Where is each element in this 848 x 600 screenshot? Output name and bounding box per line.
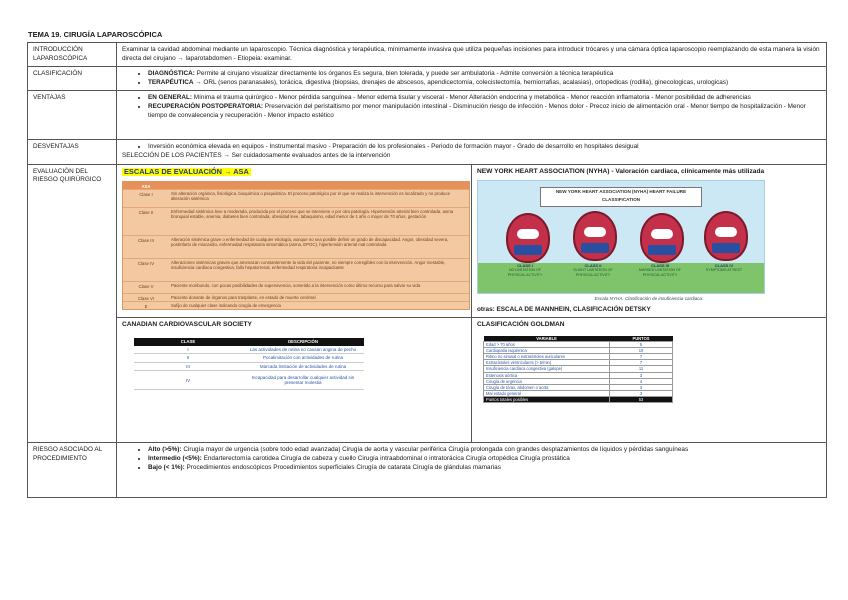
goldman-table: VARIABLE PUNTOS Edad > 70 años 5 Cardiopatía isquémica 10 Ritmo no sinusal o extrasístoles auriculares 7 Extrasístoles ventriculares (> 5/min) 7 Insuficiencia cardíaca congestiva (galope) 11 Estenosis aórtica 3 Cirugía de urgencia 4 Cirugía de tórax, abdomen o aorta 3 Mal estado general 3 Puntos totales posibles 53: [483, 336, 673, 403]
table-row: I Las actividades de rutina no causan angina de pecho: [134, 346, 364, 354]
table-row: Clase VI Paciente donante de órganos para trasplante, en estado de muerte cerebral: [123, 294, 469, 302]
list-item: • EN GENERAL: Mínima el trauma quirúrgico - Menor pérdida sanguínea - Menor edema tisular y visceral - Menor Alteración endocrina y metabólica - Menor reacción inflamatoria - Menor posibilidad de adherencias: [148, 94, 821, 103]
table-row: Cirugía de urgencia 4: [484, 378, 673, 384]
asa-heading: ESCALAS DE EVALUACIÓN → ASA: [124, 166, 249, 176]
table-row: Clase III Alteración sistémica grave o enfermedad de cualquier etiología, aunque no sea posible definir un grado de discapacidad. Angor, obesidad severa, postinfarto de miocardio, enfermedad respiratoria sintomática (asma, EPOC), hipertensión arterial mal controlada: [123, 236, 469, 259]
list-desventajas: [122, 143, 821, 152]
heart-icon: [640, 213, 684, 263]
table-row: III Marcada limitación de actividades de rutina: [134, 362, 364, 371]
nyha-caption: Escala NYHA. Clasificación de insuficiencia cardiaca.: [594, 296, 704, 302]
table-row: Insuficiencia cardíaca congestiva (galope) 11: [484, 366, 673, 372]
row-introduccion: [28, 43, 827, 67]
table-row: Cardiopatía isquémica 10: [484, 348, 673, 354]
nyha-illustration: [477, 180, 765, 294]
table-row: Puntos totales posibles 53: [484, 396, 673, 402]
nyha-stage: CLASS II SLIGHT LIMITATION OF PHYSICAL ACTIVITY: [573, 263, 613, 277]
list-clasificacion: [122, 70, 821, 87]
table-row: Mal estado general 3: [484, 390, 673, 396]
table-row: Clase I Sin alteración orgánica, fisiológica, bioquímica o psiquiátrica. El proceso patológico por el que se realiza la intervención es localizado y no produce alteración sistémica: [123, 190, 469, 208]
heart-icon: [573, 211, 617, 261]
nyha-stage: CLASS III MARKED LIMITATION OF PHYSICAL ACTIVITY: [639, 263, 681, 277]
row-evaluacion: [28, 164, 827, 318]
list-item: • Intermedio (<5%): Endarterectomía carotidea Cirugía de cabeza y cuello Cirugía intraabdominal o intratorácica Cirugía ortopédica Cirugía prostática: [148, 455, 821, 464]
list-item: • DIAGNÓSTICA: Permite al cirujano visualizar directamente los órganos Es segura, bien tolerada, y puede ser ambulatoria - Admite conversión a técnica terapéutica: [148, 70, 821, 79]
row-ccs-goldman: [28, 318, 827, 443]
document-title: TEMA 19. CIRUGÍA LAPAROSCÓPICA: [28, 30, 163, 39]
goldman-title: CLASIFICACIÓN GOLDMAN: [477, 321, 565, 329]
label-desventajas: DESVENTAJAS: [28, 140, 117, 164]
list-item: • Inversión económica elevada en equipos - Instrumental masivo - Preparación de los profesionales - Periodo de formación mayor - Grado de desarrollo en hospitales desigual: [148, 143, 821, 152]
table-row: E Sufijo de cualquier clase indicando cirugía de emergencia: [144, 303, 281, 310]
label-introduccion: INTRODUCCIÓN LAPAROSCÓPICA: [28, 43, 117, 67]
label-clasificacion: CLASIFICACIÓN: [28, 67, 117, 91]
ccs-title: CANADIAN CARDIOVASCULAR SOCIETY: [122, 321, 252, 329]
table-row: Clase IV Alteraciones sistémicas graves que amenazan constantemente la vida del paciente, no siempre corregibles con la intervención. Angor inestable, insuficiencia cardíaca congestiva, fallo hepatorrenal, enfermedad respiratoria incapacitante: [123, 259, 469, 282]
label-evaluacion: EVALUACIÓN DEL RIESGO QUIRÚRGICO: [28, 164, 117, 443]
table-row: Ritmo no sinusal o extrasístoles auriculares 7: [484, 354, 673, 360]
text-introduccion: Examinar la cavidad abdominal mediante un laparoscopio. Técnica diagnóstica y terapéutica, mínimamente invasiva que utiliza pequeñas incisiones para introducir trócares y una cámara óptica laparoscopio reemplazando de esta manera la visión directa del cirujano → laparotabdomen - Etiopeia: examinar.: [117, 43, 827, 67]
list-item: • Alto (>5%): Cirugía mayor de urgencia (sobre todo edad avanzada) Cirugía de aorta y vascular periférica Cirugía prolongada con grandes desplazamientos de líquidos y pérdidas sanguíneas: [148, 446, 821, 455]
seleccion-pacientes: SELECCIÓN DE LOS PACIENTES → Ser cuidadosamente evaluados antes de la intervención: [122, 151, 391, 159]
list-riesgo: [122, 446, 821, 472]
nyha-stage: CLASS IV SYMPTOMS AT REST: [705, 263, 743, 273]
nyha-heading: NEW YORK HEART ASSOCIATION (NYHA) - Valoración cardiaca, clínicamente más utilizada: [477, 167, 765, 175]
summary-table: [27, 42, 827, 498]
table-row: Cirugía de tórax, abdomen o aorta 3: [484, 384, 673, 390]
table-row: Clase II Enfermedad sistémica leve a moderada, producida por el proceso que se interviene o por otra patología. Hipertensión arterial bien controlada, asma bronquial estable, anemia, diabetes bien controlada, obesidad leve, tabaquismo, edad menor de 1 año o mayor de 70 años, gestación: [123, 208, 469, 236]
row-desventajas: [28, 140, 827, 164]
nyha-stage: CLASS I NO LIMITATION OF PHYSICAL ACTIVITY: [507, 263, 543, 277]
table-row: Clase V Paciente moribundo, con pocas posibilidades de supervivencia, sometido a la intervención como último recurso para salvar su vida: [123, 282, 469, 294]
table-row: IV Incapacidad para desarrollar cualquier actividad sin presentar molestia: [134, 371, 364, 390]
row-clasificacion: [28, 67, 827, 91]
label-riesgo: RIESGO ASOCIADO AL PROCEDIMIENTO: [28, 443, 117, 498]
list-item: • TERAPÉUTICA → ORL (senos paranasales), torácica, digestiva (biopsias, drenajes de abscesos, apendicectomía, colecistectomía, herniorrafias, acalasias), ortopedicas (rodilla), ginecologicas, urologicas): [148, 79, 821, 88]
list-item: • Bajo (< 1%): Procedimientos endoscópicos Procedimientos superficiales Cirugía de catarata Cirugía de glándulas mamarias: [148, 464, 821, 473]
ccs-table: CLASE DESCRIPCIÓN I Las actividades de rutina no causan angina de pecho II Pocalimitación con actividades de rutina III Marcada limitación de actividades de rutina IV Incapacidad para desarrollar cualquier actividad sin presentar molestia: [134, 338, 364, 390]
label-ventajas: VENTAJAS: [28, 91, 117, 140]
row-riesgo: [28, 443, 827, 498]
table-row: Extrasístoles ventriculares (> 5/min) 7: [484, 360, 673, 366]
table-row: Estenosis aórtica 3: [484, 372, 673, 378]
otras-escalas: otras: ESCALA DE MANNHEIN, CLASIFICACIÓN DETSKY: [477, 305, 651, 313]
row-ventajas: [28, 91, 827, 140]
asa-table-image: ASA Clase I Sin alteración orgánica, fisiológica, bioquímica o psiquiátrica. El proceso patológico por el que se realiza la intervención es localizado y no produce alteración sistémica Clase II Enfermedad sistémica leve a moderada, producida por el proceso que se interviene o por otra patología. Hipertensión arterial bien controlada, asma bronquial estable, anemia, diabetes bien controlada, obesidad leve, tabaquismo, edad menor de 1 año o mayor de 70 años, gestación Clase III Alteración sistémica grave o enfermedad de cualquier etiología, aunque no sea posible definir un grado de discapacidad. Angor, obesidad severa, postinfarto de miocardio, enfermedad respiratoria sintomática (asma, EPOC), hipertensión arterial mal controlada Clase IV Alteraciones sistémicas graves que amenazan constantemente la vida del paciente, no siempre corregibles con la intervención. Angor inestable, insuficiencia cardíaca congestiva, fallo hepatorrenal, enfermedad respiratoria incapacitante Clase V Paciente moribundo, con pocas posibilidades de supervivencia, sometido a la intervención como último recurso para salvar su vida Clase VI Paciente donante de órganos para trasplante, en estado de muerte cerebral E Sufijo de cualquier clase indicando cirugía de emergencia: [122, 181, 470, 310]
heart-icon: [704, 211, 748, 261]
list-item: • RECUPERACIÓN POSTOPERATORIA: Preservación del peristaltismo por menor manipulación intestinal - Disminución riesgo de infección - Menos dolor - Precoz inicio de alimentación oral - Menor tiempo de hospitalización - Menor tiempo de convalecencia y recuperación - Menor impacto estético: [148, 103, 821, 120]
table-row: Edad > 70 años 5: [484, 342, 673, 348]
table-row: II Pocalimitación con actividades de rutina: [134, 354, 364, 363]
nyha-sign: NEW YORK HEART ASSOCIATION (NYHA) HEART FAILURE CLASSIFICATION: [540, 187, 702, 207]
list-ventajas: [122, 94, 821, 120]
heart-icon: [506, 213, 550, 263]
